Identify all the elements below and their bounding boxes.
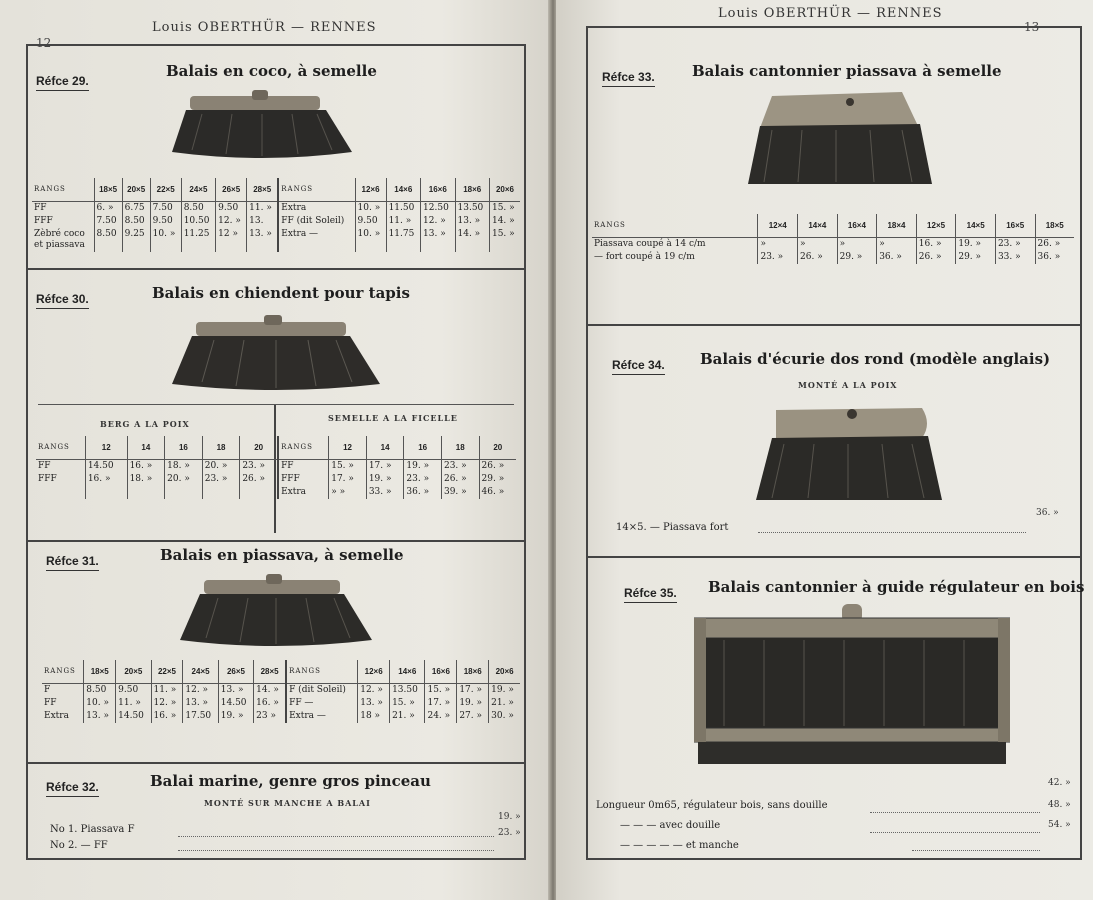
page-number-left: 12 (36, 36, 52, 50)
catalog-frame-right (586, 26, 1085, 860)
price-cell: 24. » (425, 710, 457, 723)
price-cell: 26. » (916, 251, 956, 264)
column-header-size: 18 (202, 436, 240, 460)
catalog-frame-left (26, 44, 526, 860)
row-label (36, 486, 85, 499)
price-cell: 8.50 (84, 684, 116, 698)
column-header-size: 20×5 (116, 660, 151, 684)
column-header-size: 14 (127, 436, 165, 460)
product-subtitle: MONTÉ SUR MANCHE A BALAI (204, 798, 371, 808)
column-header-size: 16×6 (425, 660, 457, 684)
section-ref-33 (588, 28, 1080, 326)
price-cell: » (758, 238, 798, 252)
price-cell: 13. » (421, 228, 455, 252)
column-header-size: 14×6 (390, 660, 425, 684)
row-label: F (44, 685, 51, 695)
product-title: Balais cantonnier piassava à semelle (692, 62, 1002, 80)
row-label: FF (44, 698, 57, 708)
price-cell: 15. » (390, 697, 425, 710)
broom-head-image (694, 604, 1010, 764)
price-cell: 12. » (183, 684, 218, 698)
price-cell: 11. » (116, 697, 151, 710)
price-cell: 19. » (956, 238, 996, 252)
price-cell: 26. » (441, 473, 479, 486)
ref-label: Réfce 35. (624, 586, 677, 603)
column-header-size: 12×6 (358, 660, 390, 684)
price-cell: 29. » (956, 251, 996, 264)
price-cell: 19. » (366, 473, 404, 486)
price-cell: 13. » (358, 697, 390, 710)
price-table-ref-29 (32, 178, 520, 252)
price-cell: 18. » (127, 473, 165, 486)
price-cell: 9.50 (355, 215, 386, 228)
price-cell: 9.25 (122, 228, 150, 252)
price-cell: 10.50 (181, 215, 215, 228)
price-cell: 11. » (247, 202, 279, 216)
item-price: 48. » (1048, 800, 1071, 810)
price-cell: 23. » (240, 460, 278, 474)
column-header-size: 18×6 (455, 178, 489, 202)
price-cell: 12.50 (421, 202, 455, 216)
price-cell: 16. » (916, 238, 956, 252)
price-cell: » (837, 238, 877, 252)
price-cell: 14.50 (218, 697, 253, 710)
leader-dots (870, 812, 1040, 813)
table-row (32, 215, 520, 228)
row-label: FF (dit Soleil) (278, 215, 355, 228)
price-cell: 8.50 (122, 215, 150, 228)
price-cell: 17. » (425, 697, 457, 710)
column-header-size: 12×6 (355, 178, 386, 202)
section-ref-29 (28, 46, 524, 270)
column-header-size: 20×6 (489, 178, 520, 202)
row-label: Extra — (286, 710, 358, 723)
price-cell: 17.50 (183, 710, 218, 723)
column-header-size: 20 (479, 436, 516, 460)
column-header-size: 18 (441, 436, 479, 460)
price-cell: 46. » (479, 486, 516, 499)
price-cell: 10. » (150, 228, 181, 252)
price-cell: 15. » (425, 684, 457, 698)
column-header-size: 28×5 (254, 660, 286, 684)
price-cell: 10. » (355, 202, 386, 216)
leader-dots (178, 836, 494, 837)
price-cell: 18. » (165, 460, 203, 474)
row-label: FFF (34, 216, 53, 226)
column-header-size: 16 (404, 436, 442, 460)
price-cell: 21. » (390, 710, 425, 723)
table-row (36, 460, 516, 474)
price-cell: 11. » (386, 215, 420, 228)
ref-label: Réfce 30. (36, 292, 89, 309)
price-cell: 36. » (877, 251, 917, 264)
price-cell: 9.50 (216, 202, 247, 216)
column-header-size: 18×5 (1035, 214, 1074, 238)
product-subtitle: MONTÉ A LA POIX (798, 380, 898, 390)
price-cell: 17. » (457, 684, 489, 698)
row-label: FF (278, 460, 329, 474)
column-header-size: 18×4 (877, 214, 917, 238)
price-cell: 29. » (479, 473, 516, 486)
price-cell: 16. » (85, 473, 127, 486)
group-header-berg: BERG A LA POIX (100, 419, 190, 429)
ref-label: Réfce 33. (602, 70, 655, 87)
column-header-rangs: RANGS (42, 660, 84, 684)
price-cell: 23. » (202, 473, 240, 486)
price-cell: 13. » (455, 215, 489, 228)
broom-head-image (742, 88, 942, 188)
price-cell (85, 486, 127, 499)
price-cell: 36. » (1035, 251, 1074, 264)
table-row (42, 697, 520, 710)
item-price: 42. » (1048, 778, 1071, 788)
price-table-ref-31 (42, 660, 520, 723)
column-header-size: 12×5 (916, 214, 956, 238)
price-cell: 12. » (358, 684, 390, 698)
price-cell: 23 » (254, 710, 286, 723)
column-header-size: 16×4 (837, 214, 877, 238)
leader-dots (758, 532, 1026, 533)
item-price: 36. » (1036, 508, 1059, 518)
column-header-size: 18×5 (84, 660, 116, 684)
column-header-rangs: RANGS (278, 436, 329, 460)
row-label: Extra (278, 486, 329, 499)
table-row (32, 202, 520, 216)
price-cell: 9.50 (150, 215, 181, 228)
column-header-size: 26×5 (218, 660, 253, 684)
price-cell: 14.50 (85, 460, 127, 474)
leader-dots (178, 850, 494, 851)
column-header-size: 14 (366, 436, 404, 460)
column-header-size: 22×5 (150, 178, 181, 202)
column-header-size: 18×5 (94, 178, 122, 202)
price-table-ref-30 (36, 436, 516, 499)
price-cell: 12 » (216, 228, 247, 252)
product-title: Balais en coco, à semelle (166, 62, 377, 80)
table-row (32, 228, 520, 252)
price-cell: 29. » (837, 251, 877, 264)
broom-head-image (162, 88, 362, 164)
price-cell: 16. » (254, 697, 286, 710)
price-cell: 14. » (455, 228, 489, 252)
price-cell: 16. » (127, 460, 165, 474)
price-cell: 19. » (218, 710, 253, 723)
item-price: 23. » (498, 828, 521, 838)
price-cell: 23. » (995, 238, 1035, 252)
section-ref-31 (28, 540, 524, 764)
price-cell: 6. » (94, 202, 122, 216)
price-table-ref-33 (592, 214, 1074, 264)
broom-head-image (752, 404, 948, 504)
ref-label: Réfce 29. (36, 74, 89, 91)
price-cell: 16. » (151, 710, 183, 723)
ref-label: Réfce 34. (612, 358, 665, 375)
column-header-size: 20×6 (489, 660, 520, 684)
price-cell: 30. » (489, 710, 520, 723)
column-header-size: 14×4 (798, 214, 838, 238)
price-cell (127, 486, 165, 499)
column-header-size: 18×6 (457, 660, 489, 684)
table-row (42, 710, 520, 723)
price-cell: 7.50 (94, 215, 122, 228)
item-label: — — — — — et manche (620, 840, 739, 851)
price-cell: 13. » (247, 228, 279, 252)
price-cell: 26. » (240, 473, 278, 486)
price-cell: 10. » (355, 228, 386, 252)
item-price: 54. » (1048, 820, 1071, 830)
broom-head-image (174, 572, 378, 652)
price-cell: 15. » (489, 228, 520, 252)
ref-label: Réfce 31. (46, 554, 99, 571)
column-header-size: 14×5 (956, 214, 996, 238)
page-header-right: Louis OBERTHÜR — RENNES (718, 6, 943, 21)
table-row (592, 251, 1074, 264)
column-header-rangs: RANGS (286, 660, 358, 684)
column-header-size: 12 (85, 436, 127, 460)
product-title: Balais en piassava, à semelle (160, 546, 404, 564)
section-ref-34 (588, 324, 1080, 558)
column-header-rangs: RANGS (592, 214, 758, 238)
item-label: 14×5. — Piassava fort (616, 522, 729, 533)
price-cell: 18 » (358, 710, 390, 723)
table-row (36, 486, 516, 499)
table-row (42, 684, 520, 698)
price-cell: 13. (247, 215, 279, 228)
price-cell: 8.50 (94, 228, 122, 252)
product-title: Balais d'écurie dos rond (modèle anglais) (700, 350, 1051, 368)
price-cell: 14. » (489, 215, 520, 228)
section-ref-32 (28, 762, 524, 854)
column-header-size: 26×5 (216, 178, 247, 202)
column-header-size: 16×6 (421, 178, 455, 202)
broom-head-image (164, 312, 388, 396)
item-price: 19. » (498, 812, 521, 822)
price-cell: 11.25 (181, 228, 215, 252)
section-ref-30 (28, 268, 524, 542)
price-cell: 14. » (254, 684, 286, 698)
product-title: Balais en chiendent pour tapis (152, 284, 410, 302)
column-header-size: 20 (240, 436, 278, 460)
price-cell: 23. » (441, 460, 479, 474)
price-cell: 26. » (1035, 238, 1074, 252)
column-header-size: 24×5 (181, 178, 215, 202)
row-label: Extra (278, 202, 355, 216)
price-cell: 10. » (84, 697, 116, 710)
price-cell: 26. » (479, 460, 516, 474)
column-header-rangs: RANGS (36, 436, 85, 460)
row-label: Piassava coupé à 14 c/m (594, 239, 706, 249)
row-label: Zèbré coco et piassava (34, 229, 85, 250)
price-cell: 39. » (441, 486, 479, 499)
price-cell: » (798, 238, 838, 252)
price-cell: 21. » (489, 697, 520, 710)
price-cell (202, 486, 240, 499)
column-header-size: 12×4 (758, 214, 798, 238)
price-cell: 12. » (216, 215, 247, 228)
row-label: — fort coupé à 19 c/m (594, 252, 695, 262)
price-cell: 13.50 (455, 202, 489, 216)
column-header-rangs: RANGS (32, 178, 94, 202)
price-cell: 12. » (421, 215, 455, 228)
table-row (592, 238, 1074, 252)
column-header-size: 12 (329, 436, 367, 460)
column-header-size: 16×5 (995, 214, 1035, 238)
price-cell: 33. » (995, 251, 1035, 264)
price-cell: 15. » (329, 460, 367, 474)
price-cell (240, 486, 278, 499)
row-label: FF (38, 461, 51, 471)
price-cell: 13. » (183, 697, 218, 710)
price-cell: 33. » (366, 486, 404, 499)
price-cell: 19. » (457, 697, 489, 710)
product-title: Balai marine, genre gros pinceau (150, 772, 431, 790)
column-header-size: 14×6 (386, 178, 420, 202)
price-cell: 19. » (404, 460, 442, 474)
page-number-right: 13 (1024, 20, 1040, 34)
price-cell (165, 486, 203, 499)
price-cell: » (877, 238, 917, 252)
column-header-size: 22×5 (151, 660, 183, 684)
row-label: FFF (278, 473, 329, 486)
page-header-left: Louis OBERTHÜR — RENNES (152, 20, 377, 35)
column-header-rangs: RANGS (278, 178, 355, 202)
item-label: — — — avec douille (620, 820, 721, 831)
row-label: FF — (286, 697, 358, 710)
column-header-size: 20×5 (122, 178, 150, 202)
price-cell: 7.50 (150, 202, 181, 216)
item-label: Longueur 0m65, régulateur bois, sans douille (596, 800, 828, 811)
item-label: No 2. — FF (50, 840, 108, 851)
price-cell: 17. » (329, 473, 367, 486)
row-label: Extra — (278, 228, 355, 252)
price-cell: 19. » (489, 684, 520, 698)
price-cell: 11. » (151, 684, 183, 698)
price-cell: 13. » (84, 710, 116, 723)
price-cell: 27. » (457, 710, 489, 723)
row-label: FFF (38, 474, 57, 484)
column-header-size: 24×5 (183, 660, 218, 684)
row-label: F (dit Soleil) (286, 684, 358, 698)
price-cell: 23. » (404, 473, 442, 486)
price-cell: » » (329, 486, 367, 499)
price-cell: 17. » (366, 460, 404, 474)
price-cell: 26. » (798, 251, 838, 264)
row-label: FF (34, 203, 47, 213)
price-cell: 36. » (404, 486, 442, 499)
price-cell: 8.50 (181, 202, 215, 216)
price-cell: 11.75 (386, 228, 420, 252)
item-label: No 1. Piassava F (50, 824, 135, 835)
price-cell: 12. » (151, 697, 183, 710)
row-label: Extra (44, 711, 69, 721)
price-cell: 20. » (202, 460, 240, 474)
price-cell: 13. » (218, 684, 253, 698)
leader-dots (912, 850, 1040, 851)
section-ref-35 (588, 556, 1085, 856)
ref-label: Réfce 32. (46, 780, 99, 797)
price-cell: 11.50 (386, 202, 420, 216)
price-cell: 6.75 (122, 202, 150, 216)
price-cell: 13.50 (390, 684, 425, 698)
group-header-semelle: SEMELLE A LA FICELLE (328, 413, 458, 423)
price-cell: 9.50 (116, 684, 151, 698)
leader-dots (870, 832, 1040, 833)
price-cell: 14.50 (116, 710, 151, 723)
right-page (556, 0, 1093, 900)
product-title: Balais cantonnier à guide régulateur en bois (708, 578, 1085, 596)
table-row (36, 473, 516, 486)
column-header-size: 28×5 (247, 178, 279, 202)
price-cell: 23. » (758, 251, 798, 264)
price-cell: 20. » (165, 473, 203, 486)
price-cell: 15. » (489, 202, 520, 216)
column-header-size: 16 (165, 436, 203, 460)
